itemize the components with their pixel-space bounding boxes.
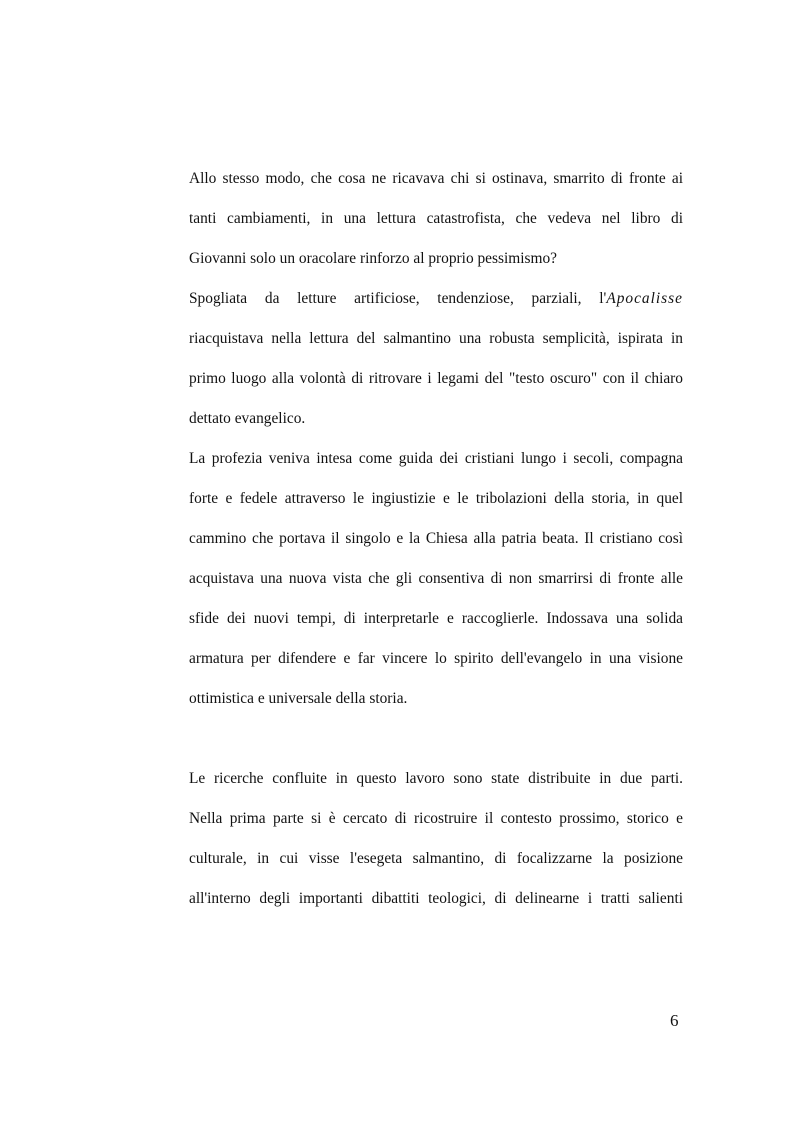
text-line: Allo stesso modo, che cosa ne ricavava chi si ostinava, smarrito di fronte ai (189, 170, 683, 187)
text-line: dettato evangelico. (189, 410, 306, 427)
paragraph-4 (189, 766, 683, 926)
page-body (189, 166, 683, 926)
text-line: cammino che portava il singolo e la Chiesa alla patria beata. Il cristiano così (189, 530, 683, 547)
text-line: primo luogo alla volontà di ritrovare i legami del "testo oscuro" con il chiaro (189, 370, 683, 387)
text-line: riacquistava nella lettura del salmantino una robusta semplicità, ispirata in (189, 330, 683, 347)
paragraph-gap (189, 726, 683, 766)
text-line: Le ricerche confluite in questo lavoro sono state distribuite in due parti. (189, 770, 683, 787)
paragraph-1 (189, 166, 683, 286)
book-title: Apocalisse (606, 290, 683, 307)
text-line: La profezia veniva intesa come guida dei cristiani lungo i secoli, compagna (189, 450, 683, 467)
text-line: forte e fedele attraverso le ingiustizie e le tribolazioni della storia, in quel (189, 490, 683, 507)
text-line (189, 286, 683, 326)
paragraph-3 (189, 446, 683, 726)
text-line: acquistava una nuova vista che gli consentiva di non smarrirsi di fronte alle (189, 570, 683, 587)
text-line: all'interno degli importanti dibattiti teologici, di delinearne i tratti salienti (189, 890, 683, 907)
page-number: 6 (670, 1011, 679, 1030)
text-line: armatura per difendere e far vincere lo spirito dell'evangelo in una visione (189, 650, 683, 667)
text-line: sfide dei nuovi tempi, di interpretarle e raccoglierle. Indossava una solida (189, 610, 683, 627)
text-line: ottimistica e universale della storia. (189, 690, 408, 707)
paragraph-2 (189, 286, 683, 446)
text-run: Spogliata da letture artificiose, tendenziose, parziali, l' (189, 290, 607, 307)
text-line: Giovanni solo un oracolare rinforzo al proprio pessimismo? (189, 250, 557, 267)
text-line: tanti cambiamenti, in una lettura catastrofista, che vedeva nel libro di (189, 210, 683, 227)
text-line: culturale, in cui visse l'esegeta salmantino, di focalizzarne la posizione (189, 850, 683, 867)
text-line: Nella prima parte si è cercato di ricostruire il contesto prossimo, storico e (189, 810, 683, 827)
